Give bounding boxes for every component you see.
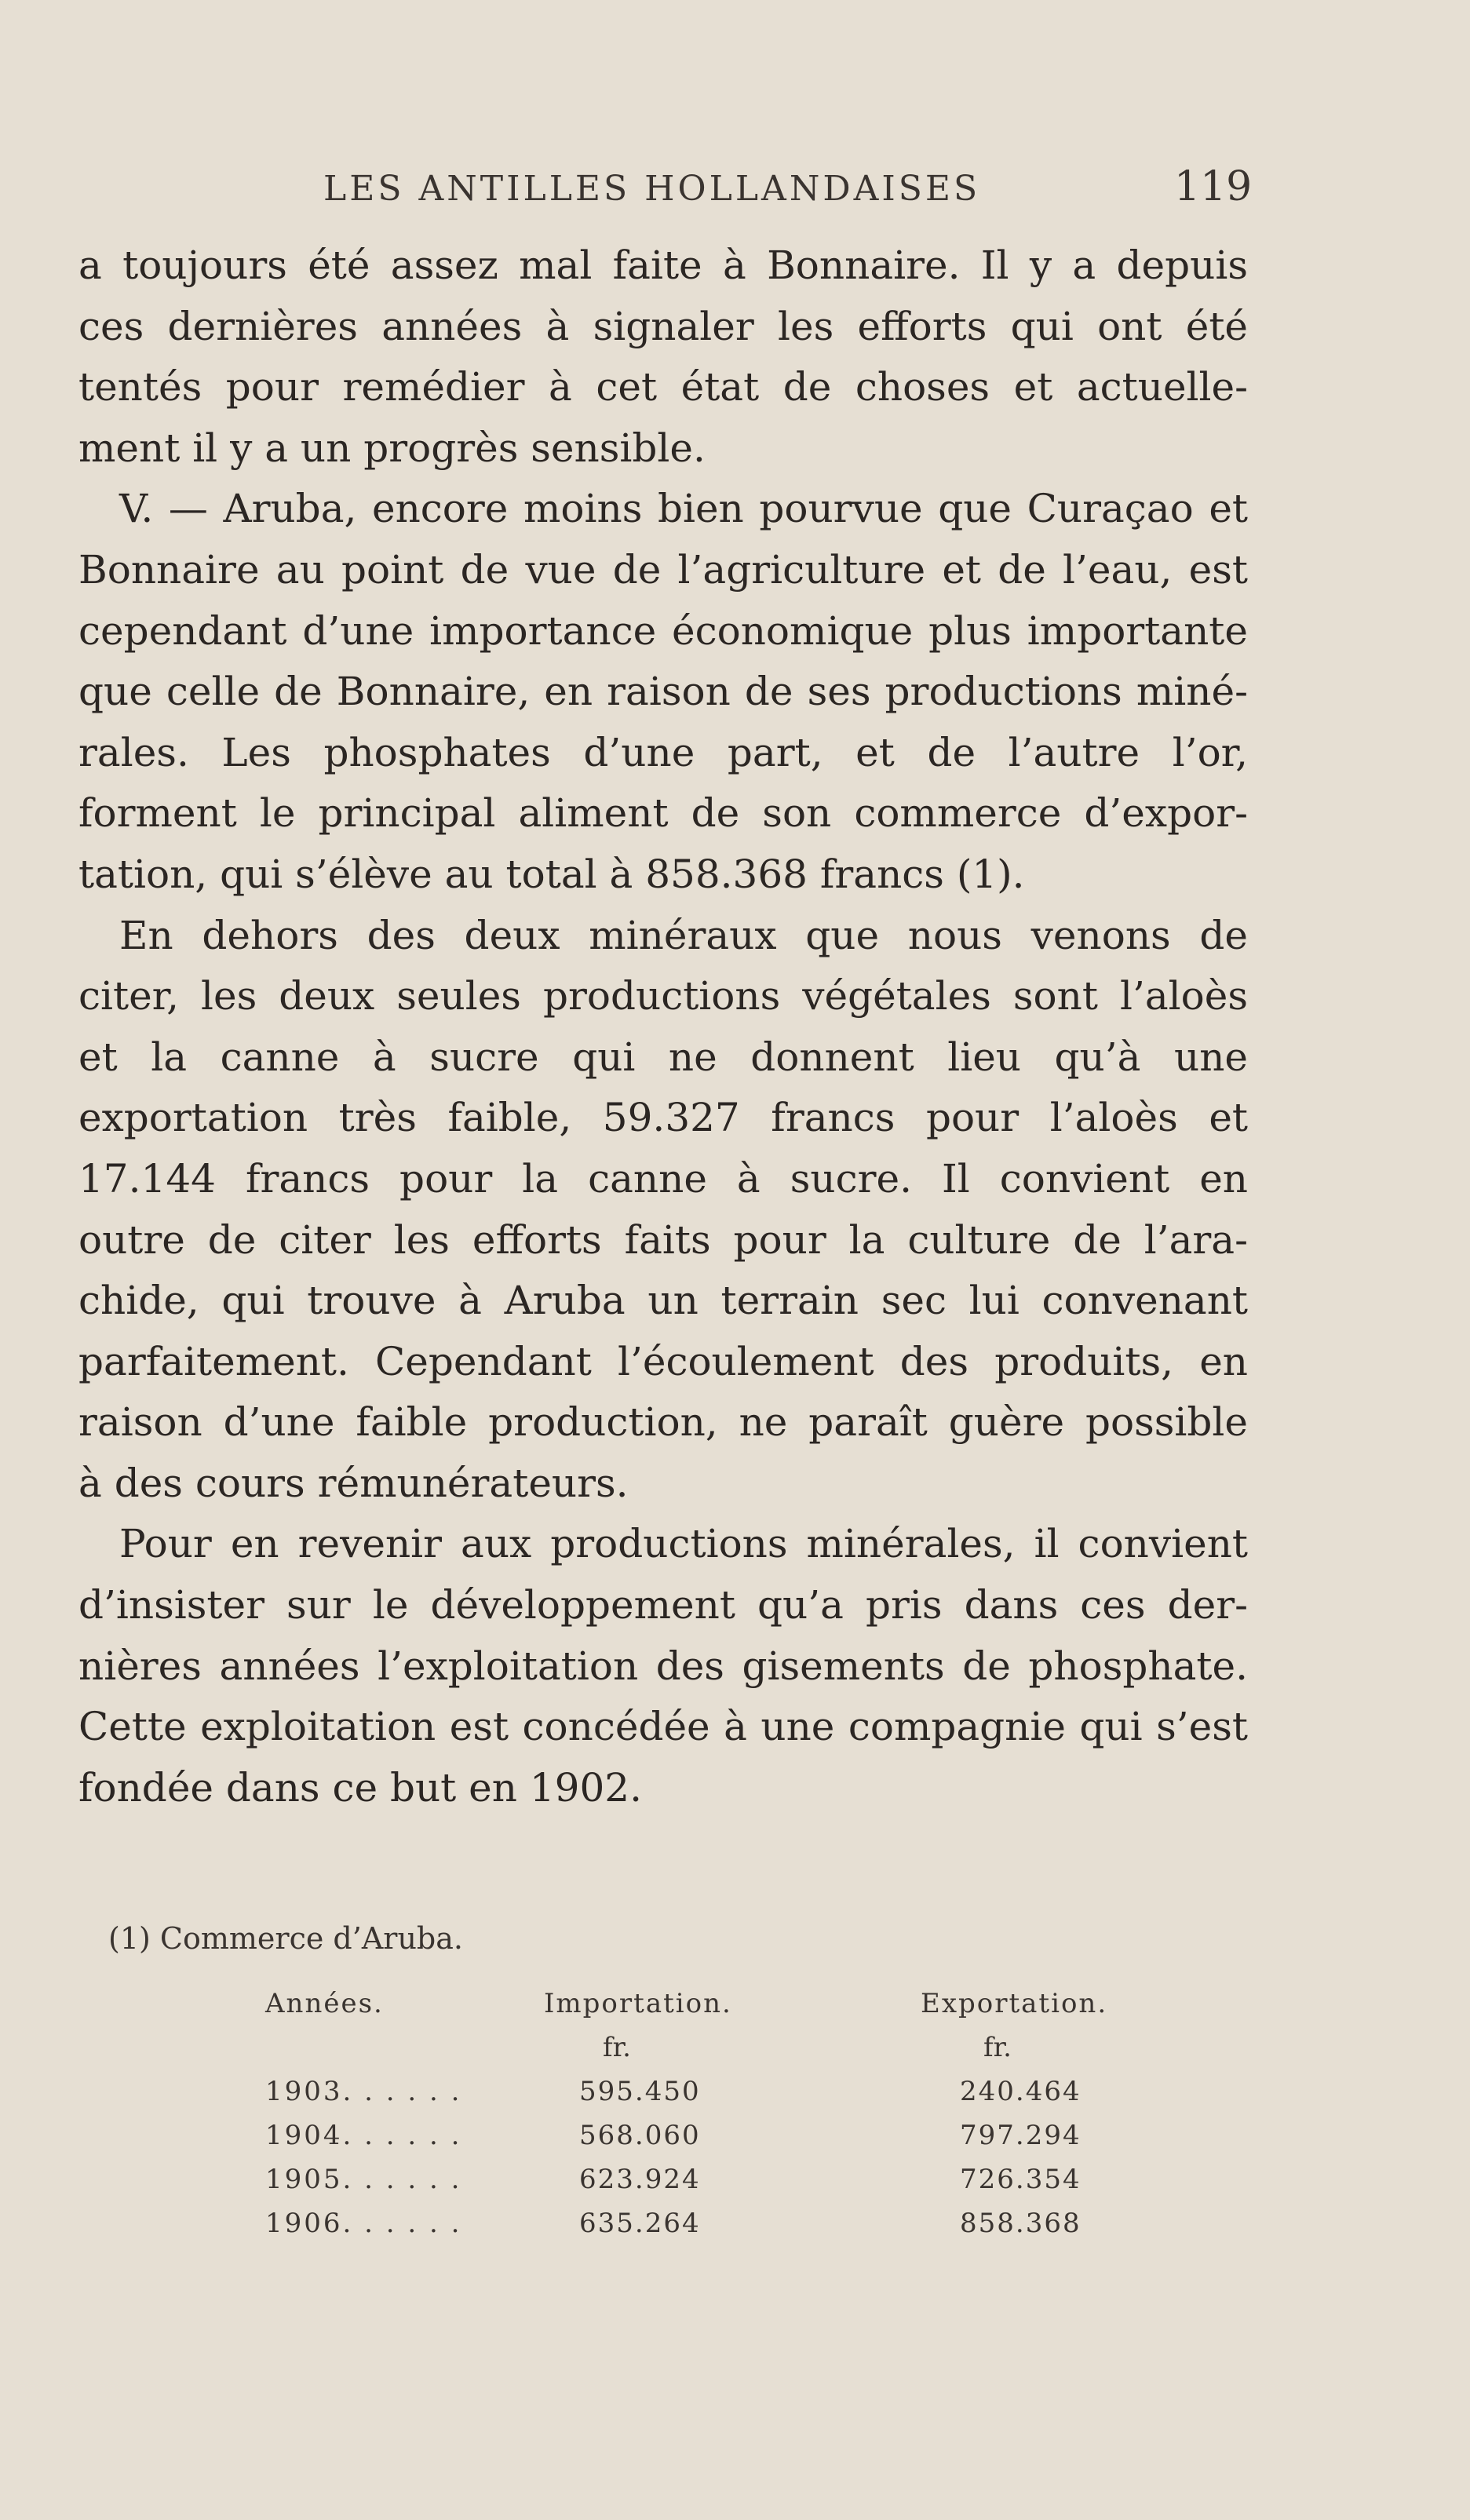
unit-cell xyxy=(265,2026,544,2070)
text-line: chide, qui trouve à Aruba un terrain sec lui convenant xyxy=(78,1278,1248,1324)
unit-cell: fr. xyxy=(983,2032,1012,2063)
year-cell: 1906. . . . . . xyxy=(265,2208,462,2239)
table-row xyxy=(265,2201,1089,2245)
text-line: rales. Les phosphates d’une part, et de l’autre l’or, xyxy=(78,729,1248,775)
text-line: 17.144 francs pour la canne à sucre. Il convient en xyxy=(78,1155,1248,1202)
import-cell: 568.060 xyxy=(579,2120,701,2151)
column-header-import: Importation. xyxy=(544,1988,732,2019)
text-line: Pour en revenir aux productions minérales, il convient xyxy=(119,1521,1248,1567)
footnote-title: (1) Commerce d’Aruba. xyxy=(108,1921,463,1956)
text-line: nières années l’exploitation des gisements de phosphate. xyxy=(78,1643,1248,1689)
text-line: tentés pour remédier à cet état de choses et actuelle- xyxy=(78,364,1248,410)
table-row xyxy=(265,2157,1089,2201)
text-line: à des cours rémunérateurs. xyxy=(78,1460,629,1506)
text-line: parfaitement. Cependant l’écoulement des produits, en xyxy=(78,1338,1248,1384)
text-line: d’insister sur le développement qu’a pris dans ces der- xyxy=(78,1582,1248,1628)
text-line: V. — Aruba, encore moins bien pourvue que Curaçao et xyxy=(119,486,1248,532)
text-line: a toujours été assez mal faite à Bonnaire. Il y a depuis xyxy=(78,243,1248,288)
page-number: 119 xyxy=(1174,163,1253,210)
table-header-row xyxy=(265,1982,1108,2026)
text-line: Cette exploitation est concédée à une compagnie qui s’est xyxy=(78,1704,1248,1750)
export-cell: 240.464 xyxy=(960,2076,1082,2107)
text-line: outre de citer les efforts faits pour la culture de l’ara- xyxy=(78,1216,1248,1263)
text-line: tation, qui s’élève au total à 858.368 francs (1). xyxy=(78,851,1025,897)
text-line: Bonnaire au point de vue de l’agriculture et de l’eau, est xyxy=(78,546,1248,593)
body-text xyxy=(78,235,1248,1818)
table-units-row xyxy=(265,2026,1089,2070)
export-cell: 797.294 xyxy=(960,2120,1082,2151)
year-cell: 1904. . . . . . xyxy=(265,2120,462,2151)
column-header-years: Années. xyxy=(265,1988,384,2019)
text-line: exportation très faible, 59.327 francs pour l’aloès et xyxy=(78,1095,1248,1141)
unit-cell: fr. xyxy=(603,2032,631,2063)
text-line: En dehors des deux minéraux que nous venons de xyxy=(119,912,1248,958)
import-cell: 635.264 xyxy=(579,2208,701,2239)
export-cell: 858.368 xyxy=(960,2208,1082,2239)
commerce-table xyxy=(265,1982,1108,2245)
text-line: forment le principal aliment de son commerce d’expor- xyxy=(78,790,1248,837)
text-line: que celle de Bonnaire, en raison de ses productions miné- xyxy=(78,669,1248,715)
year-cell: 1903. . . . . . xyxy=(265,2076,462,2107)
table-row xyxy=(265,2113,1089,2157)
text-line: raison d’une faible production, ne paraît guère possible xyxy=(78,1399,1248,1446)
text-line: et la canne à sucre qui ne donnent lieu qu’à une xyxy=(78,1034,1248,1080)
import-cell: 623.924 xyxy=(579,2164,701,2195)
export-cell: 726.354 xyxy=(960,2164,1082,2195)
text-line: fondée dans ce but en 1902. xyxy=(78,1764,642,1811)
text-line: ces dernières années à signaler les efforts qui ont été xyxy=(78,303,1248,349)
table-row xyxy=(265,2070,1089,2113)
text-line: cependant d’une importance économique plus importante xyxy=(78,607,1248,654)
text-line: ment il y a un progrès sensible. xyxy=(78,425,706,471)
year-cell: 1905. . . . . . xyxy=(265,2164,462,2195)
text-line: citer, les deux seules productions végétales sont l’aloès xyxy=(78,973,1248,1019)
column-header-export: Exportation. xyxy=(921,1988,1108,2019)
import-cell: 595.450 xyxy=(579,2076,701,2107)
running-title: LES ANTILLES HOLLANDAISES xyxy=(323,169,981,209)
